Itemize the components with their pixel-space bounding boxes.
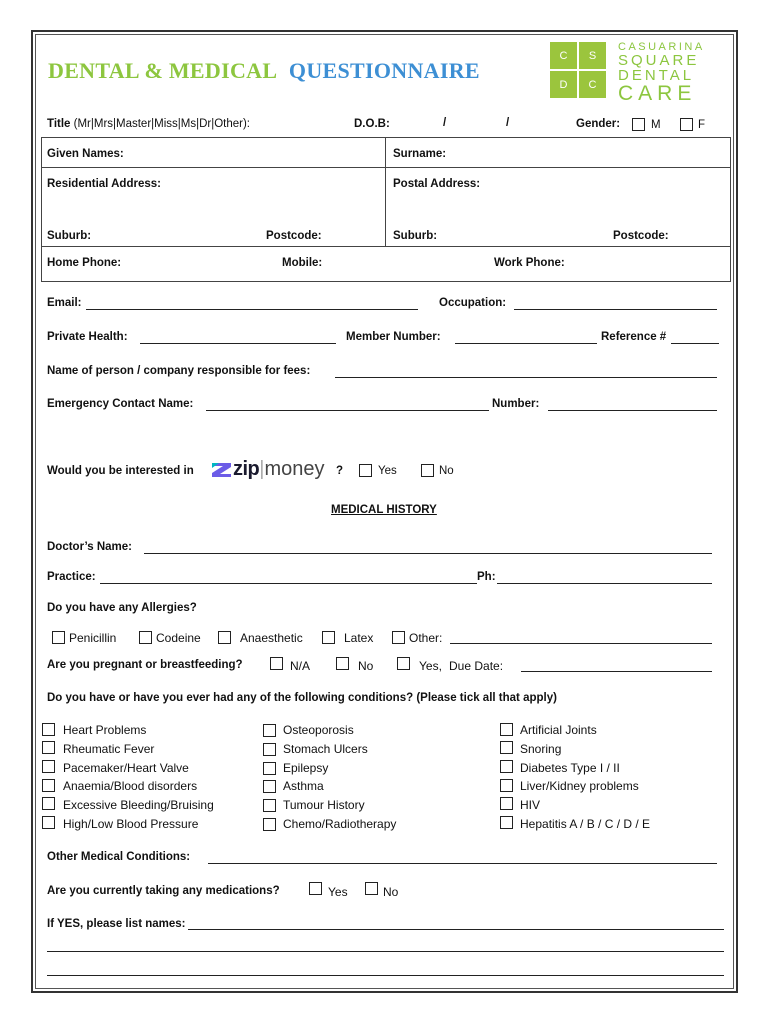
medications-list-line[interactable] (47, 975, 724, 976)
condition-checkbox[interactable] (500, 760, 513, 773)
condition-label: Osteoporosis (283, 723, 354, 737)
condition-label: Excessive Bleeding/Bruising (63, 798, 214, 812)
gender-f-label: F (698, 119, 706, 131)
allergy-label: Anaesthetic (240, 631, 303, 645)
doctor-input-line[interactable] (144, 553, 712, 554)
condition-checkbox[interactable] (42, 760, 55, 773)
dob-label: D.O.B: (354, 118, 390, 130)
surname-field[interactable]: Surname: (393, 148, 447, 160)
zip-z-icon (211, 462, 233, 478)
medications-yes-label: Yes (328, 885, 348, 899)
medications-list-label: If YES, please list names: (47, 918, 186, 930)
pregnant-no-checkbox[interactable] (336, 657, 349, 670)
zip-brand: zip (233, 458, 260, 480)
allergy-label: Latex (344, 631, 374, 645)
condition-checkbox[interactable] (42, 779, 55, 792)
private-health-input-line[interactable] (140, 343, 336, 344)
condition-label: Rheumatic Fever (63, 742, 155, 756)
residential-address-field[interactable]: Residential Address: (47, 178, 161, 190)
emergency-number-input-line[interactable] (548, 410, 717, 411)
condition-checkbox[interactable] (500, 797, 513, 810)
gender-m-label: M (651, 119, 661, 131)
zip-no-checkbox[interactable] (421, 464, 434, 477)
dob-slash: / (443, 117, 447, 129)
due-date-label: Due Date: (449, 659, 504, 673)
money-brand: money (264, 458, 325, 480)
gender-label: Gender: (576, 118, 621, 130)
ph-label: Ph: (477, 571, 496, 583)
postal-suburb-field[interactable]: Suburb: (393, 230, 438, 242)
ph-input-line[interactable] (497, 583, 712, 584)
condition-checkbox[interactable] (500, 741, 513, 754)
given-names-field[interactable]: Given Names: (47, 148, 124, 160)
allergy-label: Penicillin (69, 631, 117, 645)
responsible-input-line[interactable] (335, 377, 717, 378)
other-conditions-label: Other Medical Conditions: (47, 851, 191, 863)
condition-label: HIV (520, 798, 541, 812)
logo-wordmark (618, 42, 705, 104)
logo-cell: S (579, 42, 606, 69)
medications-question: Are you currently taking any medications? (47, 885, 280, 897)
condition-checkbox[interactable] (263, 724, 276, 737)
postal-address-field[interactable]: Postal Address: (393, 178, 481, 190)
gender-f-checkbox[interactable] (680, 118, 693, 131)
logo-cell: D (550, 71, 577, 98)
condition-label: Liver/Kidney problems (520, 779, 639, 793)
condition-checkbox[interactable] (42, 723, 55, 736)
condition-label: Tumour History (283, 798, 365, 812)
practice-label: Practice: (47, 571, 96, 583)
condition-label: Hepatitis A / B / C / D / E (520, 817, 651, 831)
allergy-label: Codeine (156, 631, 201, 645)
pregnant-question: Are you pregnant or breastfeeding? (47, 659, 243, 671)
condition-checkbox[interactable] (263, 799, 276, 812)
mobile-field[interactable]: Mobile: (282, 257, 323, 269)
reference-label: Reference # (601, 331, 667, 343)
title-part1: DENTAL & MEDICAL (48, 58, 278, 83)
occupation-input-line[interactable] (514, 309, 717, 310)
condition-checkbox[interactable] (500, 816, 513, 829)
emergency-input-line[interactable] (206, 410, 489, 411)
home-phone-field[interactable]: Home Phone: (47, 257, 122, 269)
allergies-question: Do you have any Allergies? (47, 602, 197, 614)
zip-yes-checkbox[interactable] (359, 464, 372, 477)
condition-label: Snoring (520, 742, 562, 756)
emergency-number-label: Number: (492, 398, 540, 410)
allergy-other-input-line[interactable] (450, 643, 712, 644)
condition-label: Pacemaker/Heart Valve (63, 761, 189, 775)
page-title (48, 58, 480, 84)
zip-no-label: No (439, 465, 454, 477)
responsible-label: Name of person / company responsible for fees: (47, 365, 311, 377)
allergy-checkbox[interactable] (218, 631, 231, 644)
logo-line: SQUARE (618, 52, 700, 69)
condition-label: Diabetes Type I / II (520, 761, 620, 775)
suburb-field[interactable]: Suburb: (47, 230, 92, 242)
allergy-other-label: Other: (409, 631, 443, 645)
work-phone-field[interactable]: Work Phone: (494, 257, 565, 269)
other-conditions-input-line[interactable] (208, 863, 717, 864)
logo-line: DENTAL (618, 67, 695, 84)
logo-cell: C (550, 42, 577, 69)
medications-no-label: No (383, 885, 399, 899)
private-health-label: Private Health: (47, 331, 128, 343)
member-number-label: Member Number: (346, 331, 441, 343)
gender-m-checkbox[interactable] (632, 118, 645, 131)
allergy-checkbox[interactable] (322, 631, 335, 644)
zip-money-logo: zip|money (211, 458, 325, 481)
condition-label: Asthma (283, 779, 324, 793)
logo-line: CARE (618, 82, 697, 105)
medications-yes-checkbox[interactable] (309, 882, 322, 895)
emergency-label: Emergency Contact Name: (47, 398, 194, 410)
condition-label: Heart Problems (63, 723, 147, 737)
condition-checkbox[interactable] (42, 816, 55, 829)
pregnant-yes-checkbox[interactable] (397, 657, 410, 670)
title-label: Title (47, 118, 71, 130)
email-input-line[interactable] (86, 309, 418, 310)
logo-mark (550, 42, 606, 98)
pregnant-yes-label: Yes, (419, 659, 442, 673)
zip-question: Would you be interested in (47, 465, 194, 477)
condition-label: Anaemia/Blood disorders (63, 779, 198, 793)
title-part2: QUESTIONNAIRE (288, 58, 480, 83)
due-date-input-line[interactable] (521, 671, 712, 672)
pregnant-na-checkbox[interactable] (270, 657, 283, 670)
condition-checkbox[interactable] (42, 741, 55, 754)
allergy-other-checkbox[interactable] (392, 631, 405, 644)
medications-list-line[interactable] (47, 951, 724, 952)
clinic-logo (550, 41, 710, 105)
condition-checkbox[interactable] (263, 818, 276, 831)
doctor-label: Doctor’s Name: (47, 541, 132, 553)
condition-checkbox[interactable] (263, 762, 276, 775)
logo-cell: C (579, 71, 606, 98)
medications-list-line[interactable] (188, 929, 724, 930)
title-options: (Mr|Mrs|Master|Miss|Ms|Dr|Other): (73, 118, 250, 130)
reference-input-line[interactable] (671, 343, 719, 344)
postal-postcode-field[interactable]: Postcode: (613, 230, 669, 242)
occupation-label: Occupation: (439, 297, 507, 309)
condition-checkbox[interactable] (263, 780, 276, 793)
condition-label: Artificial Joints (520, 723, 597, 737)
condition-checkbox[interactable] (500, 779, 513, 792)
pregnant-no-label: No (358, 659, 374, 673)
condition-label: Stomach Ulcers (283, 742, 368, 756)
logo-line: CASUARINA (618, 41, 705, 53)
zip-yes-label: Yes (378, 465, 397, 477)
medical-history-heading: MEDICAL HISTORY (331, 504, 437, 516)
personal-details-table (41, 137, 731, 282)
condition-label: High/Low Blood Pressure (63, 817, 199, 831)
condition-checkbox[interactable] (42, 797, 55, 810)
zip-qmark: ? (336, 465, 344, 477)
condition-checkbox[interactable] (500, 723, 513, 736)
pregnant-na-label: N/A (290, 659, 311, 673)
allergy-checkbox[interactable] (139, 631, 152, 644)
conditions-question: Do you have or have you ever had any of the following conditions? (Please tick all that apply) (47, 692, 557, 704)
email-label: Email: (47, 297, 82, 309)
postcode-field[interactable]: Postcode: (266, 230, 322, 242)
dob-slash: / (506, 117, 510, 129)
member-number-input-line[interactable] (455, 343, 597, 344)
title-field[interactable] (47, 118, 250, 130)
allergy-checkbox[interactable] (52, 631, 65, 644)
condition-label: Chemo/Radiotherapy (283, 817, 397, 831)
condition-label: Epilepsy (283, 761, 329, 775)
condition-checkbox[interactable] (263, 743, 276, 756)
practice-input-line[interactable] (100, 583, 477, 584)
medications-no-checkbox[interactable] (365, 882, 378, 895)
